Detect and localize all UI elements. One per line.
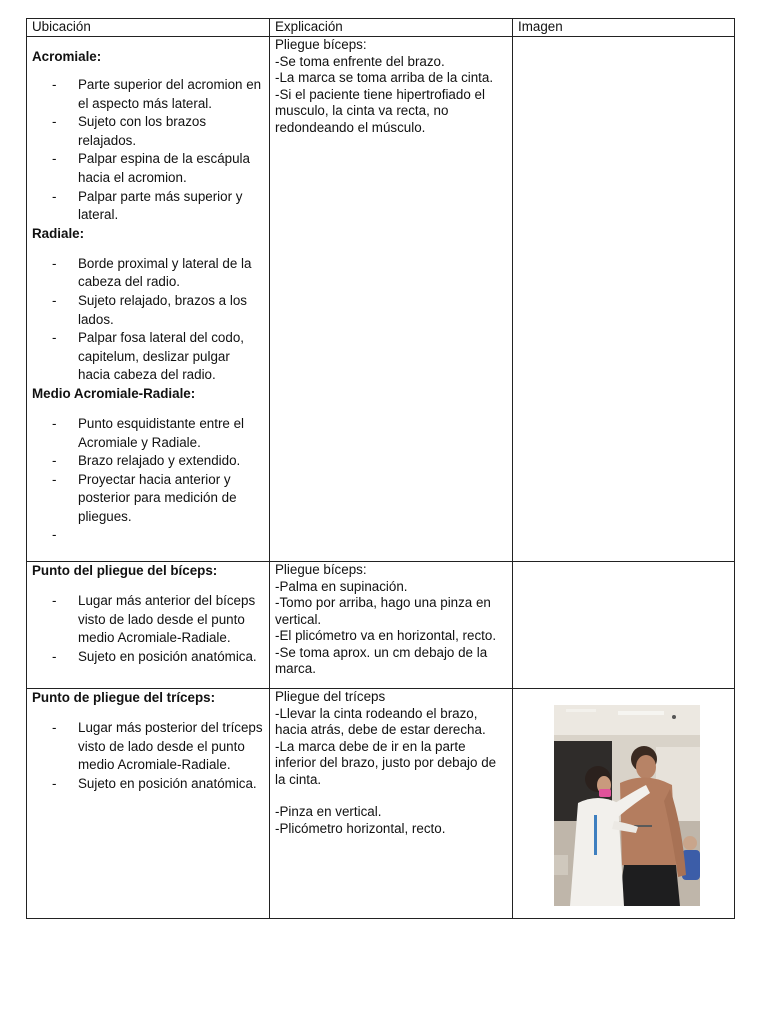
- list-item: - Brazo relajado y extendido.: [32, 452, 269, 471]
- section-title-acromiale: Acromiale:: [32, 49, 102, 64]
- list-item: - Sujeto en posición anatómica.: [32, 775, 269, 794]
- explanation-spacer: [275, 788, 512, 804]
- header-ubicacion: Ubicación: [27, 19, 270, 37]
- list-item: - Palpar fosa lateral del codo, capitelum, deslizar pulgar hacia cabeza del radio.: [32, 329, 269, 385]
- header-explicacion: Explicación: [270, 19, 513, 37]
- explanation-line: -Si el paciente tiene hipertrofiado el musculo, la cinta va recta, no redondeando el músculo.: [275, 86, 485, 135]
- explanation-line: -Llevar la cinta rodeando el brazo, hacia atrás, debe de estar derecha.: [275, 705, 486, 737]
- list-item: - Sujeto con los brazos relajados.: [32, 113, 269, 150]
- acromiale-list: [32, 76, 269, 225]
- biceps-list: [32, 592, 269, 666]
- table-row: [27, 562, 735, 689]
- ubicacion-cell: [27, 37, 270, 562]
- imagen-cell: [513, 562, 735, 689]
- list-item: - Parte superior del acromion en el aspecto más lateral.: [32, 76, 269, 113]
- list-item: [32, 526, 269, 544]
- imagen-cell: [513, 37, 735, 562]
- radiale-list: [32, 255, 269, 385]
- explanation-line: -Se toma enfrente del brazo.: [275, 53, 445, 69]
- list-item: - Palpar parte más superior y lateral.: [32, 188, 269, 225]
- header-imagen: Imagen: [513, 19, 735, 37]
- triceps-list: [32, 719, 269, 793]
- explanation-line: Pliegue bíceps:: [275, 562, 367, 577]
- table-row: [27, 37, 735, 562]
- ubicacion-cell: [27, 689, 270, 919]
- explanation-line: -Tomo por arriba, hago una pinza en vertical.: [275, 595, 491, 627]
- explanation-line: -Plicómetro horizontal, recto.: [275, 820, 446, 836]
- ubicacion-cell: [27, 562, 270, 689]
- explanation-line: Pliegue bíceps:: [275, 37, 367, 52]
- section-title-medio: Medio Acromiale-Radiale:: [32, 385, 196, 401]
- header-row: [27, 19, 735, 37]
- explanation-line: -Pinza en vertical.: [275, 804, 382, 819]
- list-item: - Sujeto relajado, brazos a los lados.: [32, 292, 269, 329]
- list-item: - Lugar más posterior del tríceps visto de lado desde el punto medio Acromiale-Radiale.: [32, 719, 269, 775]
- explicacion-cell: [270, 689, 513, 919]
- list-item: - Lugar más anterior del bíceps visto de lado desde el punto medio Acromiale-Radiale.: [32, 592, 269, 648]
- section-title-biceps: Punto del pliegue del bíceps:: [32, 563, 218, 578]
- explanation-line: Pliegue del tríceps: [275, 689, 386, 704]
- explanation-line: -La marca se toma arriba de la cinta.: [275, 70, 494, 85]
- list-item: - Sujeto en posición anatómica.: [32, 648, 269, 667]
- explanation-line: -El plicómetro va en horizontal, recto.: [275, 628, 497, 643]
- explanation-line: -La marca debe de ir en la parte inferior del brazo, justo por debajo de la cinta.: [275, 738, 497, 787]
- explicacion-cell: [270, 562, 513, 689]
- explanation-line: -Se toma aprox. un cm debajo de la marca.: [275, 644, 488, 676]
- list-item: - Punto esquidistante entre el Acromiale y Radiale.: [32, 415, 269, 452]
- explicacion-cell: [270, 37, 513, 562]
- list-item: - Borde proximal y lateral de la cabeza del radio.: [32, 255, 269, 292]
- triceps-measurement-photo: [554, 705, 700, 906]
- medio-list: [32, 415, 269, 545]
- explanation-line: -Palma en supinación.: [275, 578, 408, 594]
- list-item: - Proyectar hacia anterior y posterior para medición de pliegues.: [32, 471, 269, 527]
- list-item: - Palpar espina de la escápula hacia el acromion.: [32, 150, 269, 187]
- section-title-radiale: Radiale:: [32, 225, 85, 241]
- section-title-triceps: Punto de pliegue del tríceps:: [32, 690, 216, 705]
